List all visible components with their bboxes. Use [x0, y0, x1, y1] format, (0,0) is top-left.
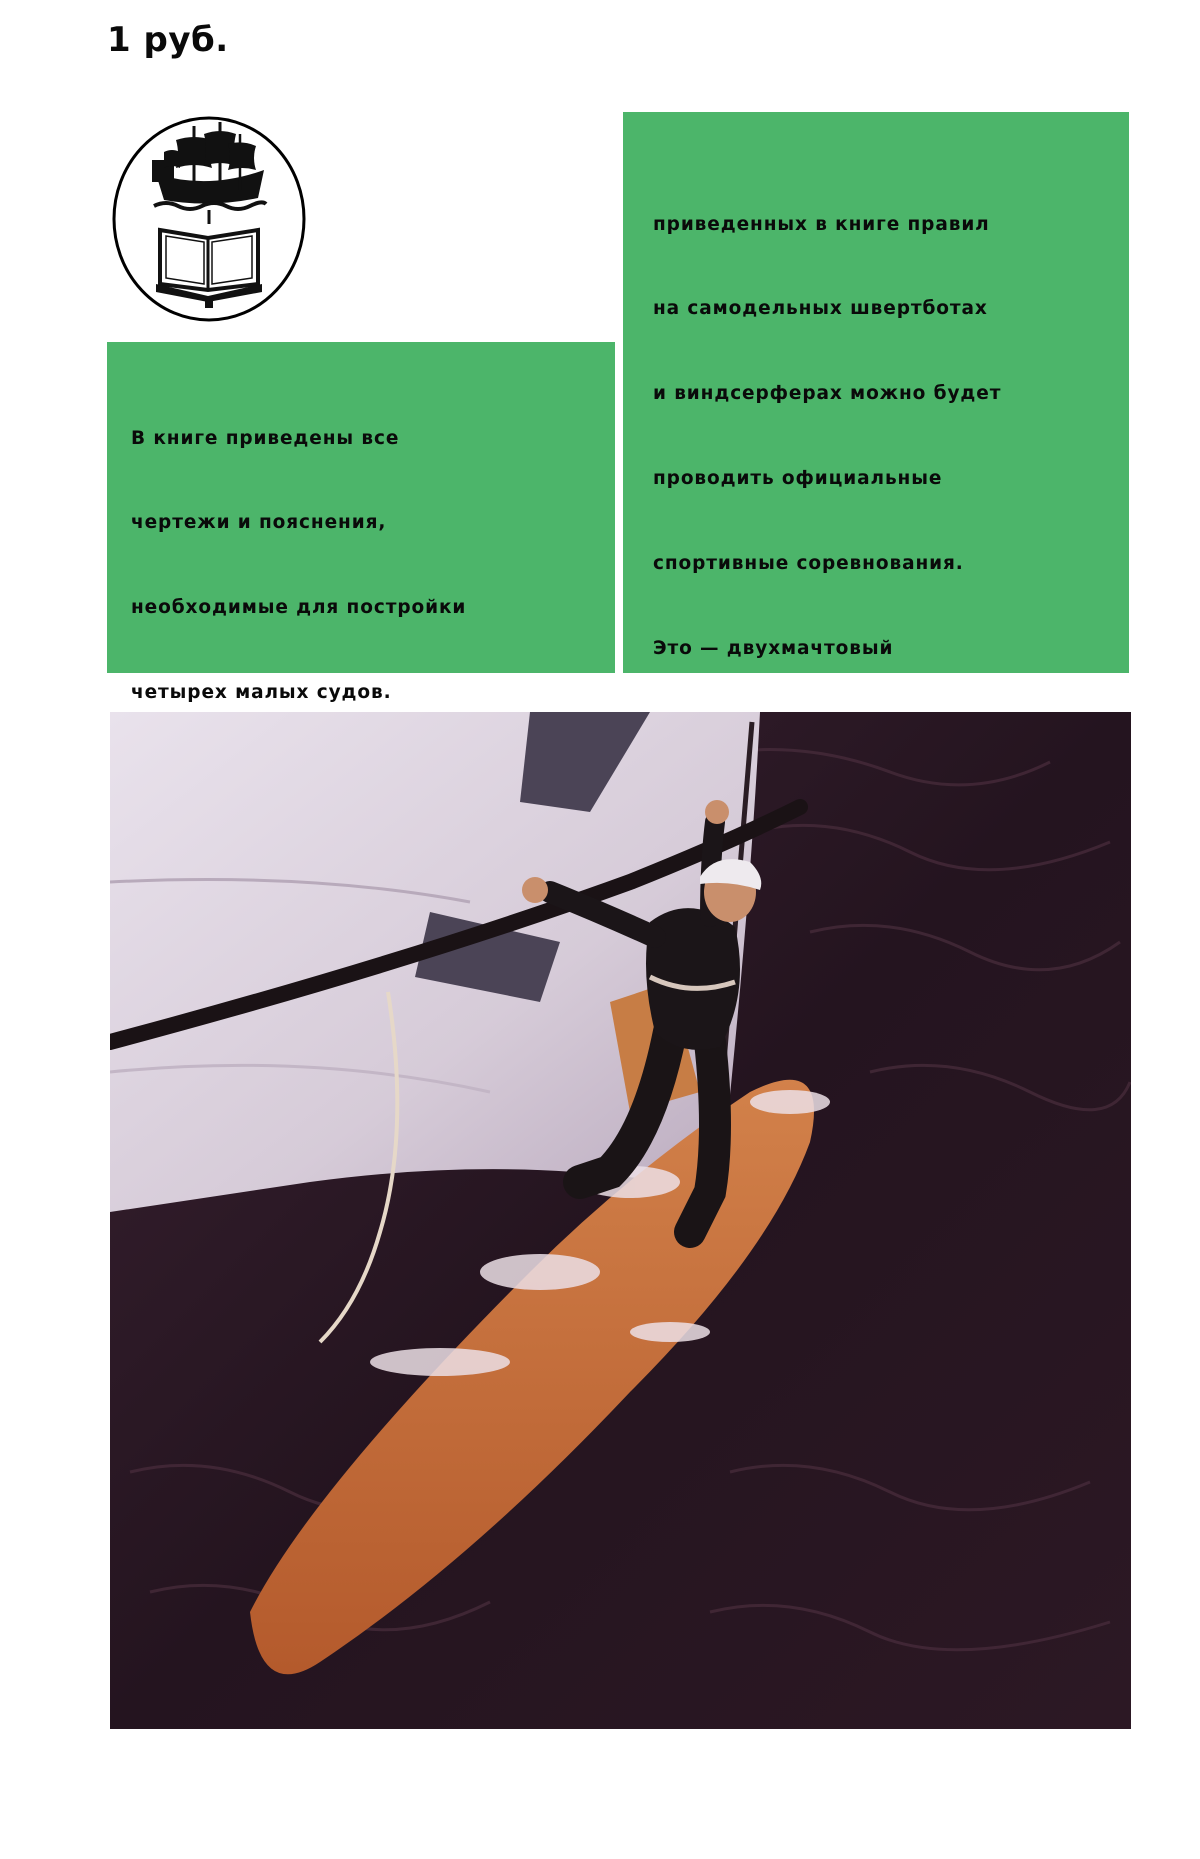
text-line: четырех малых судов.	[131, 682, 392, 704]
text-line: и виндсерферах можно будет	[653, 383, 1002, 405]
text-line: В книге приведены все	[131, 427, 400, 449]
text-line: чертежи и пояснения,	[131, 512, 387, 534]
price-label: 1 руб.	[107, 20, 229, 60]
description-box-left	[107, 342, 615, 704]
text-line: на самодельных швертботах	[653, 298, 988, 320]
text-line: проводить официальные	[653, 468, 943, 490]
description-box-right	[623, 112, 1129, 673]
text-line: необходимые для постройки	[131, 597, 467, 619]
ship-and-book-emblem-icon	[108, 112, 310, 326]
text-line: спортивные соревнования.	[653, 553, 964, 575]
text-line: Это — двухмачтовый	[653, 638, 894, 660]
text-line: приведенных в книге правил	[653, 213, 990, 235]
windsurfer-photo	[110, 712, 1131, 1729]
